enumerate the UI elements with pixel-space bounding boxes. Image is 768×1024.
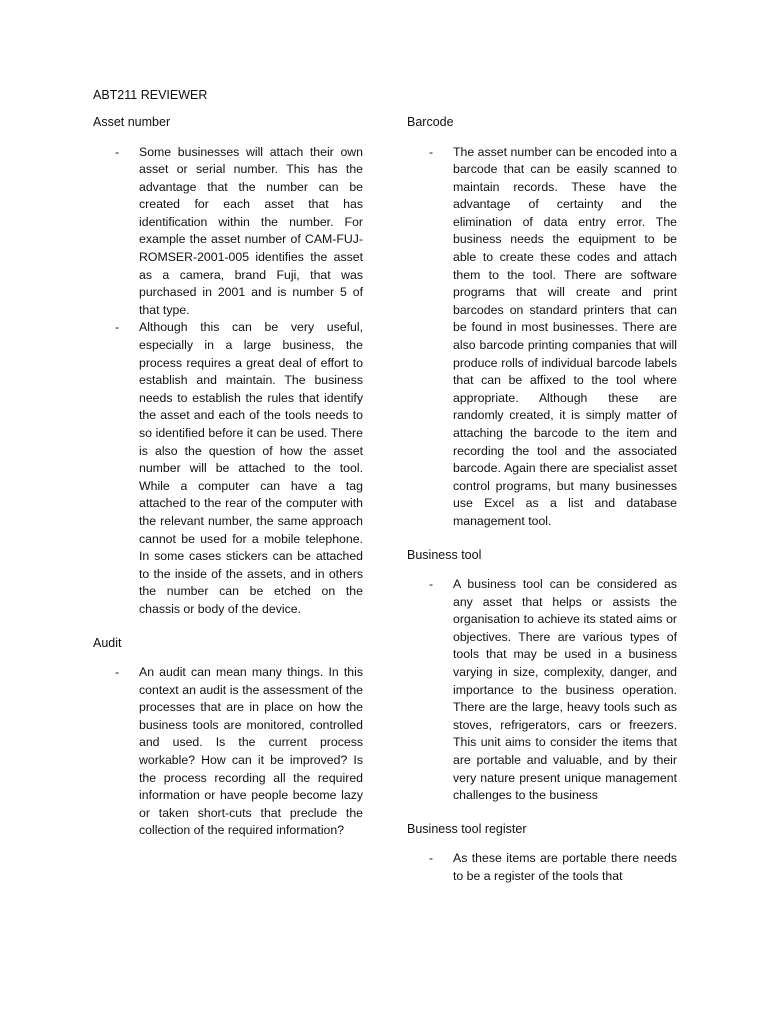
bullet-item <box>407 576 677 805</box>
bullet-list <box>407 576 677 805</box>
document-title: ABT211 REVIEWER <box>93 88 208 102</box>
bullet-item <box>93 319 363 618</box>
bullet-text: An audit can mean many things. In this context an audit is the assessment of the processes that are in place on how the business tools are monitored, controlled and used. Is the current process workable? How can it be improved? Is the process recording all the required information or have people become lazy or taken short-cuts that preclude the collection of the required information? <box>139 665 363 838</box>
right-column <box>407 114 677 901</box>
section-heading: Business tool register <box>407 821 527 836</box>
bullet-dash: - <box>429 577 434 592</box>
bullet-list <box>407 144 677 531</box>
bullet-text: Although this can be very useful, especially in a large business, the process requires a great deal of effort to establish and maintain. The business needs to establish the rules that identify the asset and each of the tools needs to so identified before it can be used. There is also the question of how the asset number will be attached to the tool. While a computer can have a tag attached to the rear of the computer with the relevant number, the same approach cannot be used for a mobile telephone. In some cases stickers can be attached to the inside of the assets, and in others the number can be etched on the chassis or body of the device. <box>139 320 363 616</box>
bullet-text: A business tool can be considered as any asset that helps or assists the organisation to achieve its stated aims or objectives. There are various types of tools that may be used in a business varying in size, complexity, danger, and importance to the business operation. There are the large, heavy tools such as stoves, refrigerators, cars or freezers. This unit aims to consider the items that are portable and valuable, and by their very nature present unique management challenges to the business <box>453 577 677 803</box>
section-heading: Business tool <box>407 547 482 562</box>
bullet-list <box>93 664 363 840</box>
bullet-text: The asset number can be encoded into a barcode that can be easily scanned to maintain records. These have the advantage of certainty and the elimination of data entry error. The business needs the equipment to be able to create these codes and attach them to the tool. There are software programs that will create and print barcodes on standard printers that can be found in most businesses. There are also barcode printing companies that will produce rolls of individual barcode labels that can be affixed to the tool where appropriate. Although these are randomly created, it is simply matter of attaching the barcode to the item and recording the tool and the associated barcode. Again there are specialist asset control programs, but many businesses use Excel as a list and database management tool. <box>453 144 677 528</box>
section-business-tool-register <box>407 821 677 886</box>
bullet-dash: - <box>429 144 434 159</box>
bullet-dash: - <box>115 320 120 335</box>
section-audit <box>93 635 363 840</box>
section-heading: Asset number <box>93 115 171 129</box>
bullet-dash: - <box>429 851 434 866</box>
section-heading: Barcode <box>407 115 454 129</box>
bullet-item <box>93 144 363 320</box>
bullet-item <box>407 850 677 885</box>
bullet-text: Some businesses will attach their own asset or serial number. This has the advantage that the number can be created for each asset that has identification within the number. For example the asset number of CAM-FUJ-ROMSER-2001-005 identifies the asset as a camera, brand Fuji, that was purchased in 2001 and is number 5 of that type. <box>139 144 363 317</box>
section-asset-number <box>93 114 363 619</box>
left-column <box>93 114 363 856</box>
bullet-text: As these items are portable there needs to be a register of the tools that <box>453 851 677 883</box>
section-business-tool <box>407 547 677 805</box>
bullet-item <box>93 664 363 840</box>
section-heading: Audit <box>93 635 122 650</box>
bullet-dash: - <box>115 665 120 680</box>
bullet-dash: - <box>115 144 120 159</box>
bullet-item <box>407 144 677 531</box>
bullet-list <box>407 850 677 885</box>
bullet-list <box>93 144 363 619</box>
section-barcode <box>407 114 677 531</box>
